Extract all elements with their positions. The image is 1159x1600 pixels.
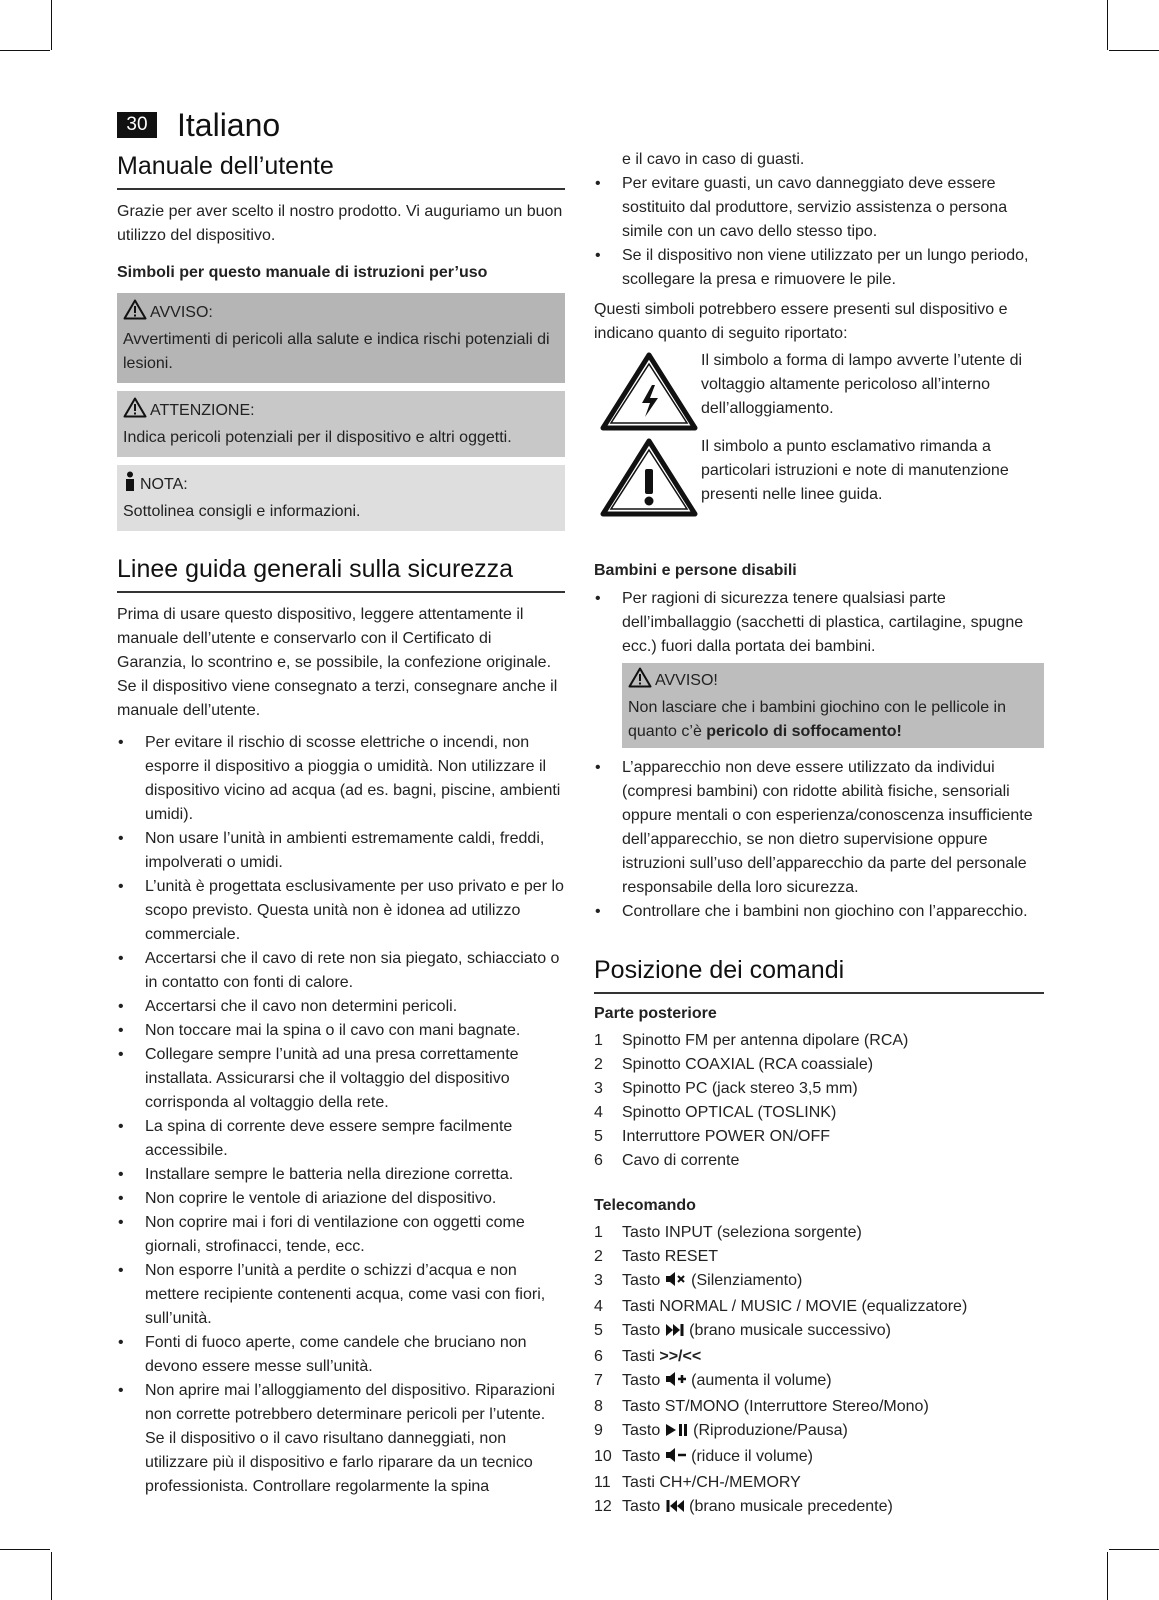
item-text: Tasto RESET	[622, 1248, 719, 1265]
rear-item	[594, 1125, 1044, 1149]
item-text: Tasto ST/MONO (Interruttore Stereo/Mono)	[622, 1398, 929, 1415]
remote-item	[594, 1369, 1044, 1395]
exclamation-symbol-text: Il simbolo a punto esclamativo rimanda a particolari istruzioni e note di manutenzione presenti nelle linee guida.	[701, 438, 1009, 503]
warning-text: Non lasciare che i bambini giochino con le pellicole in quanto c’è	[628, 699, 1006, 740]
item-text: Tasto	[622, 1372, 665, 1389]
list-item: • Non toccare mai la spina o il cavo con mani bagnate.	[117, 1019, 565, 1043]
item-number: 5	[594, 1322, 603, 1339]
warning-title: AVVISO!	[655, 672, 718, 689]
item-text-after: (Riproduzione/Pausa)	[688, 1422, 848, 1439]
symbol-row	[594, 435, 1044, 521]
rear-item	[594, 1053, 1044, 1077]
crop-mark	[1109, 50, 1159, 51]
rear-item	[594, 1029, 1044, 1053]
crop-mark	[0, 1549, 50, 1550]
safety-intro: Prima di usare questo dispositivo, leggere attentamente il manuale dell’utente e conservarlo con il Certificato di Garanzia, lo scontrino e, se possibile, la confezione originale. Se il dispositivo viene consegnato a terzi, consegnare anche il manuale dell’utente.	[117, 606, 558, 719]
list-item: • Non esporre l’unità a perdite o schizzi d’acqua e non mettere recipiente contenenti acqua, come vasi con fiori, sull’unità.	[117, 1259, 565, 1331]
item-number: 1	[594, 1032, 603, 1049]
rear-item	[594, 1077, 1044, 1101]
item-number: 4	[594, 1104, 603, 1121]
remote-item	[594, 1245, 1044, 1269]
symbol-box-header	[123, 471, 559, 500]
manual-title: Manuale dell’utente	[117, 150, 565, 190]
volume-down-icon	[665, 1447, 687, 1471]
list-item: • L’apparecchio non deve essere utilizzato da individui (compresi bambini) con ridotte abilità fisiche, sensoriali oppure mentali o con esperienza/conoscenza insufficiente dell’apparecchio, se non dietro supervisione oppure istruzioni sull’uso dell’apparecchio da parte del personale responsabile della loro sicurezza.	[594, 756, 1044, 900]
symbol-box-title: ATTENZIONE:	[150, 402, 255, 419]
play-pause-icon	[665, 1421, 689, 1445]
item-text: Tasti CH+/CH-/MEMORY	[622, 1474, 801, 1491]
symbol-box	[117, 465, 565, 531]
list-item: • Installare sempre le batteria nella direzione corretta.	[117, 1163, 565, 1187]
symbol-box-header	[123, 299, 559, 328]
item-bold-text: >>/<<	[659, 1348, 702, 1365]
list-item: • Per evitare il rischio di scosse elettriche o incendi, non esporre il dispositivo a pioggia o umidità. Non utilizzare il dispositivo vicino ad acqua (ad es. bagni, piscine, ambienti umidi).	[117, 731, 565, 827]
symbol-box	[117, 293, 565, 383]
list-item: • Accertarsi che il cavo di rete non sia piegato, schiacciato o in contatto con fonti di calore.	[117, 947, 565, 995]
list-item: • Se il dispositivo non viene utilizzato per un lungo periodo, scollegare la presa e rimuovere le pile.	[594, 244, 1044, 292]
item-text: Tasto	[622, 1272, 665, 1289]
manual-intro: Grazie per aver scelto il nostro prodotto. Vi auguriamo un buon utilizzo del dispositivo.	[117, 203, 563, 244]
list-item: • Fonti di fuoco aperte, come candele che bruciano non devono essere messe sull’unità.	[117, 1331, 565, 1379]
item-text: Spinotto FM per antenna dipolare (RCA)	[622, 1032, 909, 1049]
item-number: 2	[594, 1056, 603, 1073]
crop-mark	[1107, 0, 1108, 50]
item-text: Tasto	[622, 1322, 665, 1339]
item-text-after: (aumenta il volume)	[686, 1372, 832, 1389]
remote-item	[594, 1419, 1044, 1445]
symbol-box-text: Indica pericoli potenziali per il dispositivo e altri oggetti.	[123, 429, 512, 446]
item-number: 8	[594, 1398, 603, 1415]
item-number: 12	[594, 1498, 612, 1515]
symbol-box-title: AVVISO:	[150, 304, 213, 321]
remote-item	[594, 1269, 1044, 1295]
mute-icon	[665, 1271, 687, 1295]
item-text: Cavo di corrente	[622, 1152, 740, 1169]
item-number: 3	[594, 1080, 603, 1097]
item-text: Spinotto OPTICAL (TOSLINK)	[622, 1104, 837, 1121]
item-text: Spinotto PC (jack stereo 3,5 mm)	[622, 1080, 858, 1097]
symbol-row	[594, 349, 1044, 435]
item-number: 9	[594, 1422, 603, 1439]
item-text-after: (riduce il volume)	[686, 1448, 813, 1465]
remote-item	[594, 1221, 1044, 1245]
lightning-symbol-text: Il simbolo a forma di lampo avverte l’utente di voltaggio altamente pericoloso all’interno dell’alloggiamento.	[701, 352, 1023, 417]
crop-mark	[51, 1552, 52, 1600]
item-text-after: (Silenziamento)	[686, 1272, 803, 1289]
list-item: • Controllare che i bambini non giochino con l’apparecchio.	[594, 900, 1044, 924]
item-text: Tasto INPUT (seleziona sorgente)	[622, 1224, 862, 1241]
next-track-icon	[665, 1321, 685, 1345]
remote-item	[594, 1445, 1044, 1471]
crop-mark	[1109, 1549, 1159, 1550]
list-item: • Accertarsi che il cavo non determini pericoli.	[117, 995, 565, 1019]
remote-item	[594, 1295, 1044, 1319]
item-number: 3	[594, 1272, 603, 1289]
item-text-after: (brano musicale successivo)	[684, 1322, 891, 1339]
item-text: Tasto	[622, 1498, 665, 1515]
item-number: 5	[594, 1128, 603, 1145]
symbol-box-text: Sottolinea consigli e informazioni.	[123, 503, 361, 520]
crop-mark	[1107, 1552, 1108, 1600]
item-text: Tasto	[622, 1422, 665, 1439]
safety-list	[117, 731, 565, 1499]
info-icon	[123, 471, 137, 500]
remote-item	[594, 1345, 1044, 1369]
symbols-heading: Simboli per questo manuale di istruzioni per’uso	[117, 264, 488, 281]
children-heading: Bambini e persone disabili	[594, 562, 797, 579]
rear-list	[594, 1029, 1044, 1173]
list-item: • La spina di corrente deve essere sempre facilmente accessibile.	[117, 1115, 565, 1163]
rear-item	[594, 1149, 1044, 1173]
item-number: 6	[594, 1152, 603, 1169]
warning-bold-text: pericolo di soffocamento!	[706, 723, 902, 740]
list-item: • Per evitare guasti, un cavo danneggiato deve essere sostituito dal produttore, servizio assistenza o persona simile con un cavo dello stesso tipo.	[594, 172, 1044, 244]
item-number: 4	[594, 1298, 603, 1315]
crop-mark	[51, 0, 52, 50]
children-warning-box	[622, 663, 1044, 748]
rear-heading: Parte posteriore	[594, 1005, 717, 1022]
crop-mark	[0, 50, 50, 51]
item-text-after: (brano musicale precedente)	[684, 1498, 893, 1515]
remote-item	[594, 1495, 1044, 1521]
item-text: Tasto	[622, 1448, 665, 1465]
warning-triangle-icon	[123, 397, 147, 426]
list-item: • Non usare l’unità in ambienti estremamente caldi, freddi, impolverati o umidi.	[117, 827, 565, 875]
remote-item	[594, 1319, 1044, 1345]
item-number: 11	[594, 1474, 611, 1491]
warning-triangle-icon	[628, 667, 652, 696]
item-text: Spinotto COAXIAL (RCA coassiale)	[622, 1056, 874, 1073]
list-item: • Non aprire mai l’alloggiamento del dispositivo. Riparazioni non corrette potrebbero determinare pericoli per l’utente. Se il dispositivo o il cavo risultano danneggiati, non utilizzare più il dispositivo e farlo riparare da un tecnico professionista. Controllare regolarmente la spina	[117, 1379, 565, 1499]
warning-triangle-icon	[123, 299, 147, 328]
safety-title: Linee guida generali sulla sicurezza	[117, 553, 565, 593]
remote-item	[594, 1395, 1044, 1419]
lightning-warning-icon	[600, 351, 698, 431]
children-list-top	[594, 587, 1044, 659]
controls-title: Posizione dei comandi	[594, 954, 1044, 994]
symbol-box-header	[123, 397, 559, 426]
exclamation-warning-icon	[600, 437, 698, 517]
language-title: Italiano	[177, 107, 281, 143]
item-text: Tasti NORMAL / MUSIC / MOVIE (equalizzatore)	[622, 1298, 968, 1315]
page-number: 30	[117, 112, 157, 138]
item-number: 7	[594, 1372, 603, 1389]
previous-track-icon	[665, 1497, 685, 1521]
volume-up-icon	[665, 1371, 687, 1395]
left-column	[117, 150, 565, 1499]
list-item: • L’unità è progettata esclusivamente per uso privato e per lo scopo previsto. Questa unità non è idonea ad utilizzo commerciale.	[117, 875, 565, 947]
symbol-box-title: NOTA:	[140, 476, 188, 493]
right-column	[594, 150, 1044, 1521]
item-number: 6	[594, 1348, 603, 1365]
remote-item	[594, 1471, 1044, 1495]
item-number: 10	[594, 1448, 612, 1465]
children-list	[594, 756, 1044, 924]
item-number: 1	[594, 1224, 603, 1241]
symbol-box-text: Avvertimenti di pericoli alla salute e indica rischi potenziali di lesioni.	[123, 331, 550, 372]
item-text: Interruttore POWER ON/OFF	[622, 1128, 831, 1145]
symbol-box	[117, 391, 565, 457]
safety-list-continued	[594, 172, 1044, 292]
symbols-intro: Questi simboli potrebbero essere presenti sul dispositivo e indicano quanto di seguito riportato:	[594, 301, 1008, 342]
list-item: • Collegare sempre l’unità ad una presa correttamente installata. Assicurarsi che il voltaggio del dispositivo corrisponda al voltaggio della rete.	[117, 1043, 565, 1115]
remote-heading: Telecomando	[594, 1197, 696, 1214]
item-number: 2	[594, 1248, 603, 1265]
list-item: • Non coprire le ventole di ariazione del dispositivo.	[117, 1187, 565, 1211]
safety-continued: e il cavo in caso di guasti.	[622, 151, 805, 168]
list-item: • Non coprire mai i fori di ventilazione con oggetti come giornali, strofinacci, tende, ecc.	[117, 1211, 565, 1259]
item-text: Tasti	[622, 1348, 660, 1365]
remote-list	[594, 1221, 1044, 1521]
rear-item	[594, 1101, 1044, 1125]
symbol-boxes	[117, 293, 565, 531]
list-item: • Per ragioni di sicurezza tenere qualsiasi parte dell’imballaggio (sacchetti di plastica, cartilagine, spugne ecc.) fuori dalla portata dei bambini.	[594, 587, 1044, 659]
